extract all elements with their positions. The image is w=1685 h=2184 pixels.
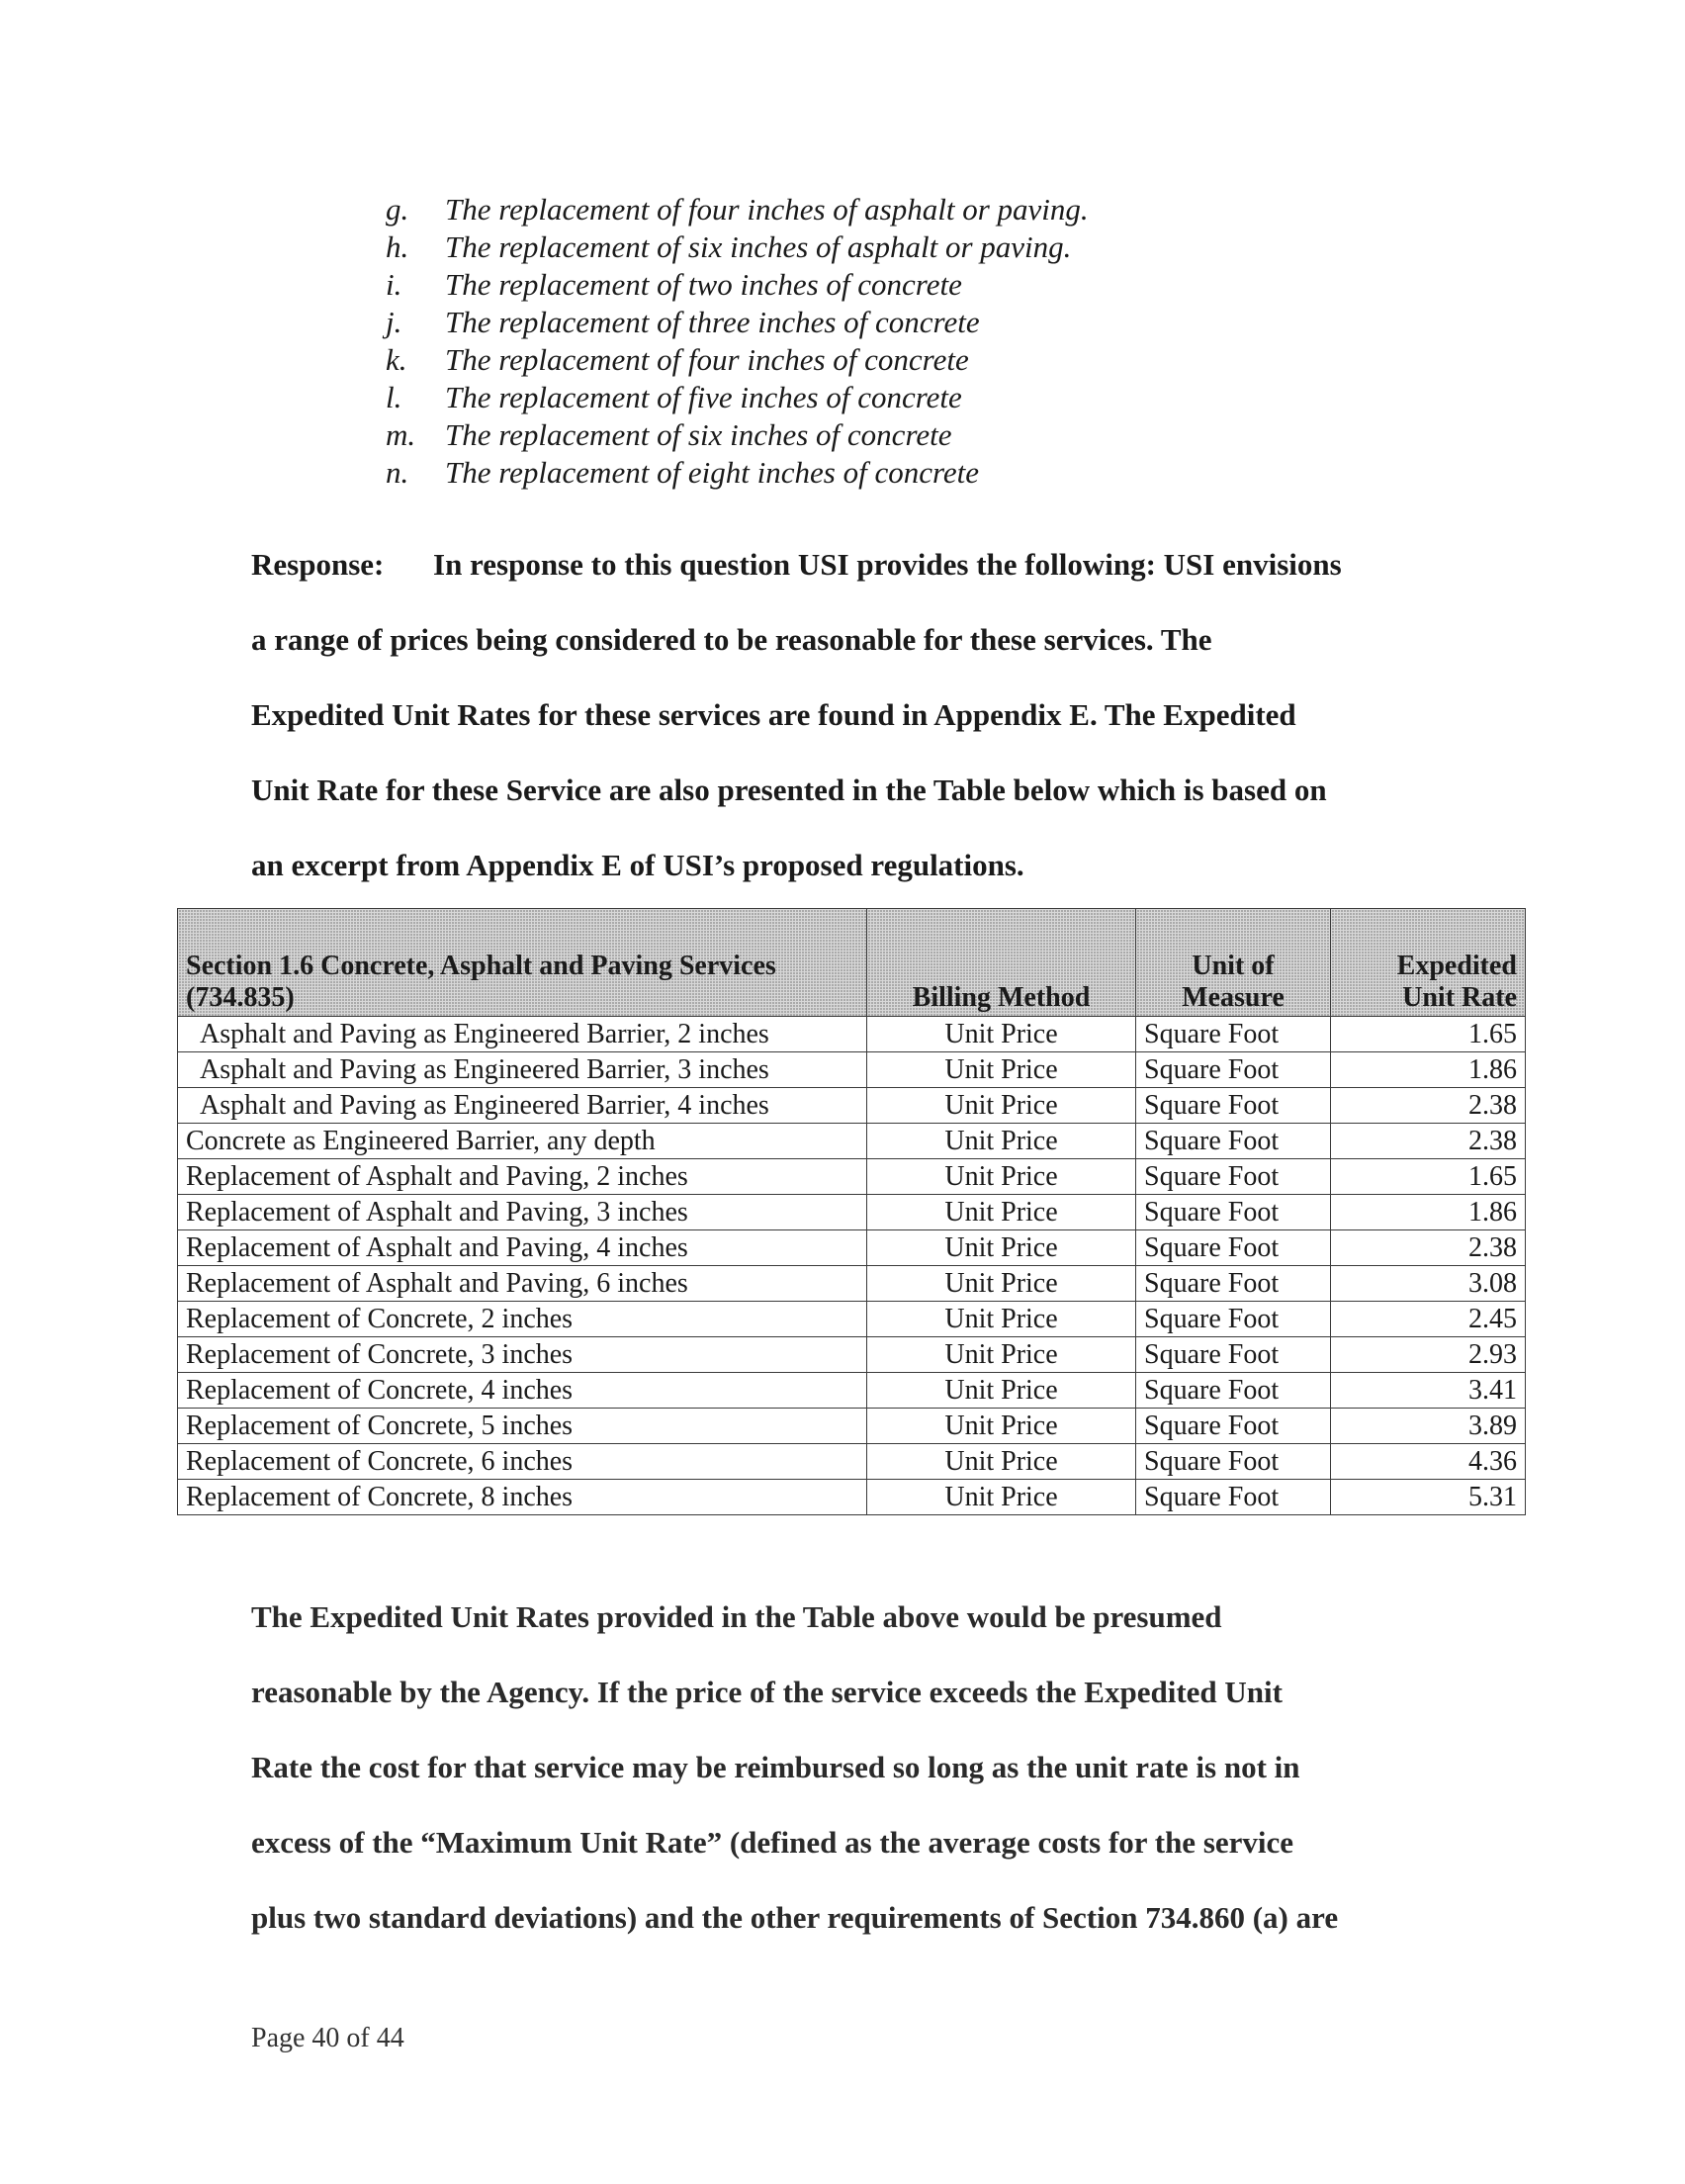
cell-unit: Square Foot (1136, 1230, 1331, 1266)
cell-billing: Unit Price (867, 1088, 1136, 1124)
header-rate-line2: Unit Rate (1402, 982, 1517, 1013)
table-row (178, 1195, 1526, 1230)
cell-description: Replacement of Asphalt and Paving, 4 inches (178, 1230, 867, 1266)
cell-billing: Unit Price (867, 1052, 1136, 1088)
table-row (178, 1124, 1526, 1159)
list-text: The replacement of six inches of concrete (445, 417, 952, 452)
header-unit-line1: Unit of (1192, 951, 1275, 981)
table-row (178, 1480, 1526, 1515)
page-number: Page 40 of 44 (251, 2023, 404, 2053)
header-billing-method: Billing Method (867, 909, 1136, 1017)
header-rate-line1: Expedited (1396, 951, 1517, 981)
header-unit-line2: Measure (1182, 982, 1285, 1013)
closing-paragraph (251, 1580, 1338, 1956)
cell-unit: Square Foot (1136, 1088, 1331, 1124)
list-letter: h. (386, 229, 409, 264)
header-expedited-unit-rate (1331, 909, 1526, 1017)
table-row (178, 1017, 1526, 1052)
table-row (178, 1373, 1526, 1409)
header-section-line2: (734.835) (186, 982, 295, 1013)
response-label: Response: (251, 547, 385, 582)
list-item (386, 341, 1089, 379)
cell-unit: Square Foot (1136, 1052, 1331, 1088)
table-row (178, 1409, 1526, 1444)
table-row (178, 1266, 1526, 1302)
header-section-line1: Section 1.6 Concrete, Asphalt and Paving Services (186, 951, 776, 981)
cell-rate: 5.31 (1331, 1480, 1526, 1515)
cell-unit: Square Foot (1136, 1337, 1331, 1373)
cell-billing: Unit Price (867, 1302, 1136, 1337)
cell-unit: Square Foot (1136, 1409, 1331, 1444)
list-item (386, 379, 1089, 416)
cell-unit: Square Foot (1136, 1444, 1331, 1480)
list-text: The replacement of four inches of concrete (445, 342, 969, 377)
cell-rate: 4.36 (1331, 1444, 1526, 1480)
cell-description: Replacement of Concrete, 3 inches (178, 1337, 867, 1373)
list-text: The replacement of two inches of concrete (445, 267, 962, 302)
response-line (251, 527, 1467, 602)
table-row (178, 1230, 1526, 1266)
cell-unit: Square Foot (1136, 1302, 1331, 1337)
header-unit-of-measure (1136, 909, 1331, 1017)
cell-billing: Unit Price (867, 1124, 1136, 1159)
cell-description: Replacement of Asphalt and Paving, 3 inches (178, 1195, 867, 1230)
cell-unit: Square Foot (1136, 1017, 1331, 1052)
response-line: a range of prices being considered to be reasonable for these services. The (251, 622, 1212, 657)
cell-description: Replacement of Concrete, 2 inches (178, 1302, 867, 1337)
cell-description: Replacement of Asphalt and Paving, 6 inches (178, 1266, 867, 1302)
cell-unit: Square Foot (1136, 1159, 1331, 1195)
list-item (386, 266, 1089, 304)
list-item (386, 416, 1089, 454)
list-text: The replacement of six inches of asphalt or paving. (445, 229, 1072, 264)
cell-rate: 3.08 (1331, 1266, 1526, 1302)
table-header-row (178, 909, 1526, 1017)
table-row (178, 1302, 1526, 1337)
cell-billing: Unit Price (867, 1266, 1136, 1302)
list-text: The replacement of four inches of asphalt or paving. (445, 192, 1089, 227)
list-letter: g. (386, 192, 409, 227)
list-letter: k. (386, 342, 407, 377)
cell-description: Asphalt and Paving as Engineered Barrier, 2 inches (178, 1017, 867, 1052)
list-text: The replacement of eight inches of concrete (445, 455, 980, 490)
closing-line: Rate the cost for that service may be reimbursed so long as the unit rate is not in (251, 1750, 1300, 1784)
cell-rate: 2.38 (1331, 1230, 1526, 1266)
list-letter: j. (386, 305, 402, 339)
list-text: The replacement of three inches of concrete (445, 305, 980, 339)
cell-billing: Unit Price (867, 1480, 1136, 1515)
cell-rate: 2.45 (1331, 1302, 1526, 1337)
cell-description: Replacement of Concrete, 6 inches (178, 1444, 867, 1480)
cell-billing: Unit Price (867, 1337, 1136, 1373)
cell-rate: 1.65 (1331, 1159, 1526, 1195)
list-text: The replacement of five inches of concrete (445, 380, 962, 414)
cell-billing: Unit Price (867, 1409, 1136, 1444)
closing-line: plus two standard deviations) and the other requirements of Section 734.860 (a) are (251, 1900, 1339, 1935)
cell-unit: Square Foot (1136, 1480, 1331, 1515)
cell-billing: Unit Price (867, 1373, 1136, 1409)
closing-line: excess of the “Maximum Unit Rate” (defined as the average costs for the service (251, 1825, 1294, 1860)
cell-unit: Square Foot (1136, 1373, 1331, 1409)
response-line: an excerpt from Appendix E of USI’s proposed regulations. (251, 848, 1024, 882)
table-row (178, 1444, 1526, 1480)
cell-billing: Unit Price (867, 1195, 1136, 1230)
table-row (178, 1088, 1526, 1124)
cell-unit: Square Foot (1136, 1195, 1331, 1230)
list-letter: m. (386, 417, 416, 452)
list-item (386, 304, 1089, 341)
cell-unit: Square Foot (1136, 1124, 1331, 1159)
cell-rate: 1.86 (1331, 1052, 1526, 1088)
response-line: Expedited Unit Rates for these services are found in Appendix E. The Expedited (251, 697, 1296, 732)
response-text: In response to this question USI provides the following: USI envisions (433, 547, 1342, 582)
expedited-rate-table (177, 908, 1526, 1515)
cell-billing: Unit Price (867, 1017, 1136, 1052)
cell-billing: Unit Price (867, 1159, 1136, 1195)
table-row (178, 1052, 1526, 1088)
table-row (178, 1159, 1526, 1195)
response-line: Unit Rate for these Service are also presented in the Table below which is based on (251, 773, 1327, 807)
cell-description: Replacement of Concrete, 4 inches (178, 1373, 867, 1409)
cell-rate: 3.89 (1331, 1409, 1526, 1444)
cell-rate: 2.38 (1331, 1124, 1526, 1159)
cell-billing: Unit Price (867, 1444, 1136, 1480)
closing-line: reasonable by the Agency. If the price of the service exceeds the Expedited Unit (251, 1675, 1283, 1709)
cell-description: Replacement of Asphalt and Paving, 2 inches (178, 1159, 867, 1195)
list-letter: l. (386, 380, 402, 414)
closing-line: The Expedited Unit Rates provided in the Table above would be presumed (251, 1599, 1222, 1634)
cell-billing: Unit Price (867, 1230, 1136, 1266)
header-section (178, 909, 867, 1017)
list-letter: n. (386, 455, 409, 490)
list-item (386, 454, 1089, 492)
cell-rate: 3.41 (1331, 1373, 1526, 1409)
cell-description: Concrete as Engineered Barrier, any depth (178, 1124, 867, 1159)
list-letter: i. (386, 267, 402, 302)
cell-rate: 1.86 (1331, 1195, 1526, 1230)
cell-description: Replacement of Concrete, 5 inches (178, 1409, 867, 1444)
cell-description: Replacement of Concrete, 8 inches (178, 1480, 867, 1515)
cell-unit: Square Foot (1136, 1266, 1331, 1302)
question-list (386, 191, 1089, 492)
list-item (386, 191, 1089, 228)
table-row (178, 1337, 1526, 1373)
cell-description: Asphalt and Paving as Engineered Barrier, 3 inches (178, 1052, 867, 1088)
cell-rate: 2.38 (1331, 1088, 1526, 1124)
cell-rate: 1.65 (1331, 1017, 1526, 1052)
response-paragraph (251, 527, 1467, 903)
cell-description: Asphalt and Paving as Engineered Barrier, 4 inches (178, 1088, 867, 1124)
list-item (386, 228, 1089, 266)
cell-rate: 2.93 (1331, 1337, 1526, 1373)
